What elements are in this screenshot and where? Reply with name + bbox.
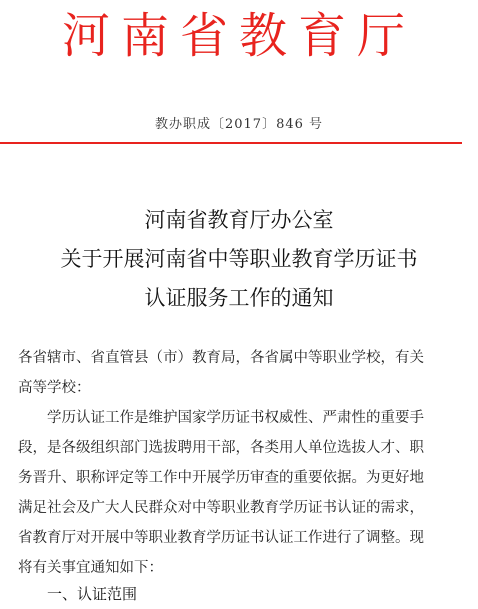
masthead-title: 河南省教育厅 — [61, 8, 416, 64]
paragraph-line: 学历认证工作是维护国家学历证书权威性、严肃性的重要手 — [47, 410, 424, 426]
paragraph-line: 务晋升、职称评定等工作中开展学历审查的重要依据。为更好地 — [18, 470, 424, 486]
document-number: 教办职成〔2017〕846 号 — [154, 117, 324, 132]
paragraph-line: 满足社会及广大人民群众对中等职业教育学历证书认证的需求， — [18, 500, 424, 516]
salutation — [18, 343, 470, 403]
red-divider-line — [0, 142, 462, 144]
paragraph-line: 段，是各级组织部门选拔聘用干部，各类用人单位选拔人才、职 — [18, 440, 424, 456]
notice-title-line-1: 河南省教育厅办公室 — [144, 208, 334, 232]
paragraph-line: 省教育厅对开展中等职业教育学历证书认证工作进行了调整。现 — [18, 530, 424, 546]
notice-title-line-3: 认证服务工作的通知 — [144, 286, 334, 310]
salutation-line-2: 高等学校： — [18, 380, 91, 396]
paragraph-line: 将有关事宜通知如下： — [18, 560, 163, 576]
notice-title-line-2: 关于开展河南省中等职业教育学历证书 — [60, 247, 418, 271]
paragraph-intro — [18, 403, 470, 583]
section-heading-scope: 一、认证范围 — [47, 585, 138, 603]
salutation-line-1: 各省辖市、省直管县（市）教育局，各省属中等职业学校，有关 — [18, 350, 424, 366]
